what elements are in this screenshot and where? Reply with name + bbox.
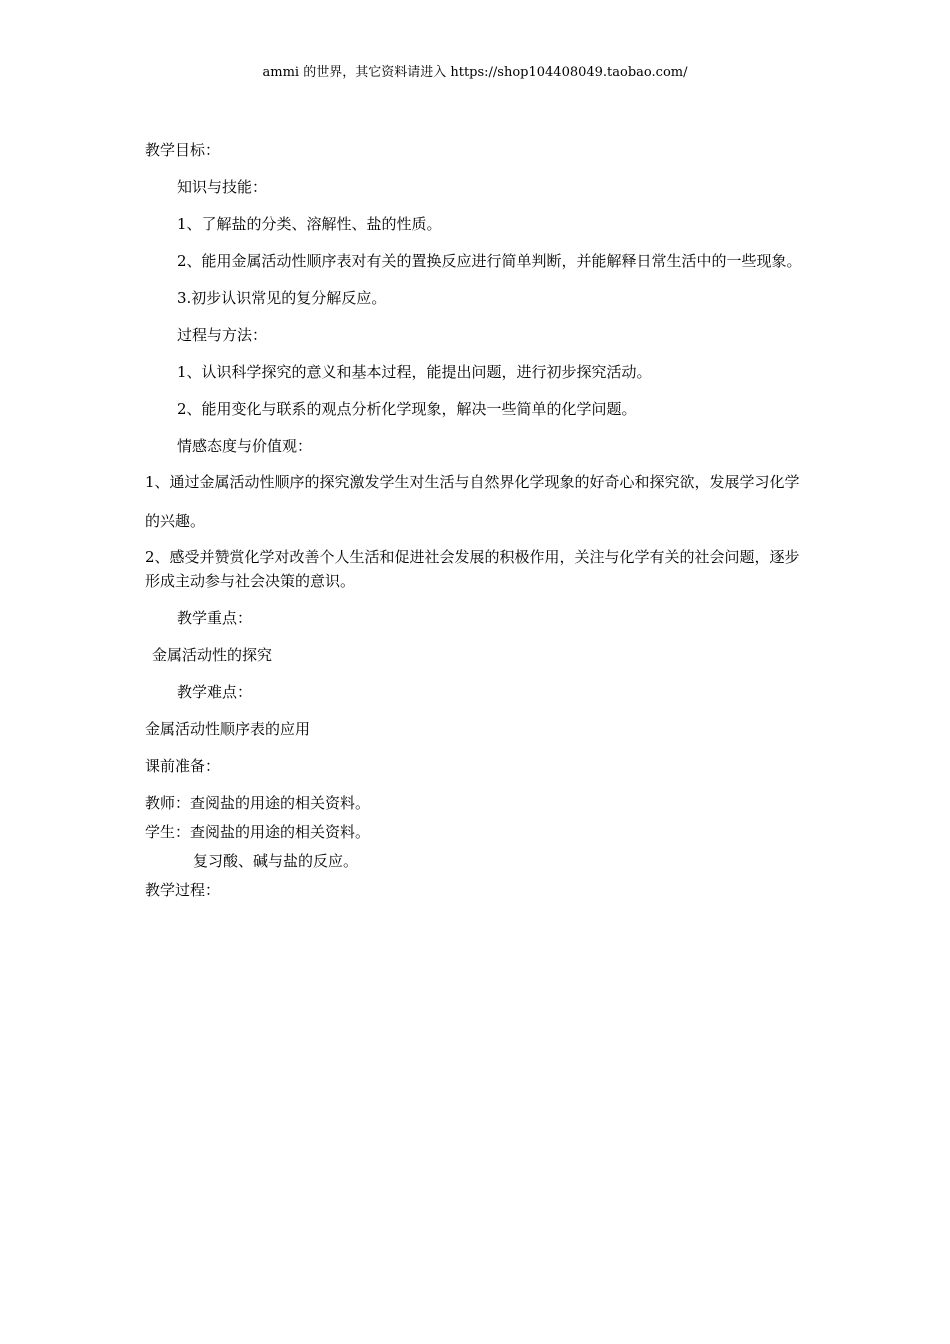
- objectives-heading: 教学目标：: [145, 141, 221, 159]
- teaching-process-heading: 教学过程：: [145, 881, 221, 899]
- preparation-student-review: 复习酸、碱与盐的反应。: [193, 852, 359, 870]
- process-item-2: 2、能用变化与联系的观点分析化学现象，解决一些简单的化学问题。: [177, 400, 637, 418]
- knowledge-item-2: 2、能用金属活动性顺序表对有关的置换反应进行简单判断，并能解释日常生活中的一些现象。: [177, 252, 802, 270]
- page-header: ammi 的世界，其它资料请进入 https://shop104408049.taobao.com/: [262, 65, 688, 80]
- keypoint-heading: 教学重点：: [177, 609, 253, 627]
- difficulty-heading: 教学难点：: [177, 683, 253, 701]
- knowledge-item-3: 3.初步认识常见的复分解反应。: [177, 289, 387, 307]
- emotion-heading: 情感态度与价值观：: [177, 437, 313, 455]
- keypoint-text: 金属活动性的探究: [152, 646, 273, 664]
- document-body: [145, 138, 810, 915]
- preparation-heading: 课前准备：: [145, 757, 221, 775]
- process-item-1: 1、认识科学探究的意义和基本过程，能提出问题，进行初步探究活动。: [177, 363, 652, 381]
- preparation-student: 学生：查阅盐的用途的相关资料。: [145, 823, 371, 841]
- process-heading: 过程与方法：: [177, 326, 268, 344]
- preparation-teacher: 教师：查阅盐的用途的相关资料。: [145, 794, 371, 812]
- emotion-item-2: 2、感受并赞赏化学对改善个人生活和促进社会发展的积极作用，关注与化学有关的社会问题，逐步形成主动参与社会决策的意识。: [145, 548, 800, 590]
- emotion-item-1: 1、通过金属活动性顺序的探究激发学生对生活与自然界化学现象的好奇心和探究欲，发展学习化学的兴趣。: [145, 473, 800, 530]
- knowledge-heading: 知识与技能：: [177, 178, 268, 196]
- knowledge-item-1: 1、了解盐的分类、溶解性、盐的性质。: [177, 215, 442, 233]
- difficulty-text: 金属活动性顺序表的应用: [145, 720, 311, 738]
